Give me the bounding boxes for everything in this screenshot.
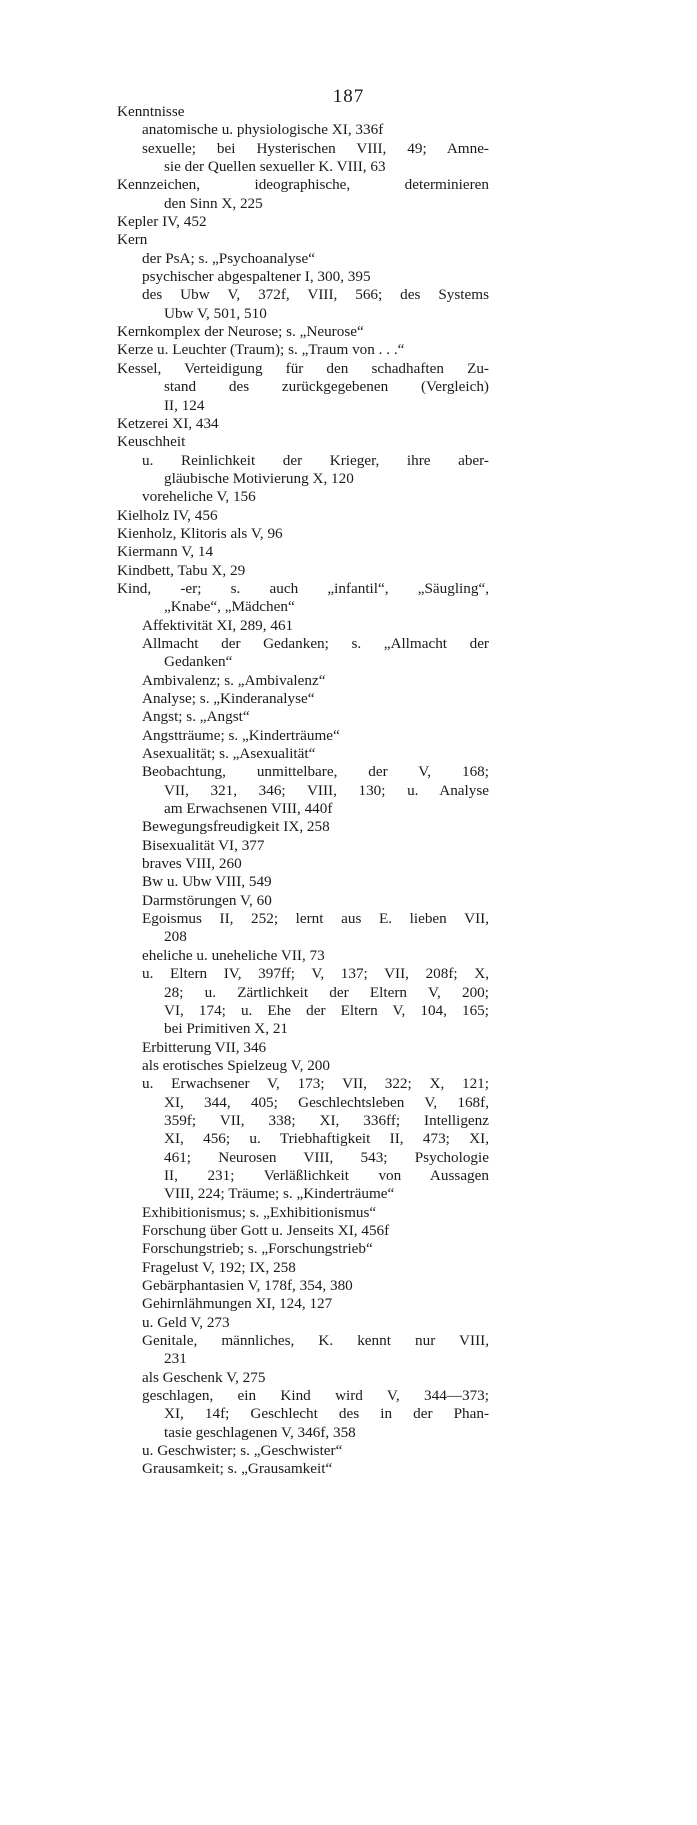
index-headword-line: Kielholz IV, 456 [117, 506, 218, 524]
index-subentry-line: sie der Quellen sexueller K. VIII, 63 [164, 158, 386, 176]
index-subentry-line: 28; u. Zärtlichkeit der Eltern V, 200; [164, 983, 489, 1001]
index-subentry-line: II, 124 [164, 396, 205, 414]
index-subentry-line: Allmacht der Gedanken; s. „Allmacht der [142, 634, 489, 652]
index-headword-line: Kiermann V, 14 [117, 543, 214, 561]
index-subentry-line: eheliche u. uneheliche VII, 73 [142, 946, 325, 964]
index-subentry-line: tasie geschlagenen V, 346f, 358 [164, 1423, 356, 1441]
index-subentry-line: sexuelle; bei Hysterischen VIII, 49; Amne- [142, 139, 489, 157]
index-subentry-line: Exhibitionismus; s. „Exhibitionismus“ [142, 1203, 377, 1221]
index-subentry-line: stand des zurückgegebenen (Vergleich) [164, 378, 489, 396]
index-subentry-line: XI, 344, 405; Geschlechtsleben V, 168f, [164, 1093, 489, 1111]
index-subentry-line: am Erwachsenen VIII, 440f [164, 800, 333, 818]
index-headword-line: Keuschheit [117, 433, 186, 451]
index-subentry-line: II, 231; Verläßlichkeit von Aussagen [164, 1166, 489, 1184]
index-subentry-line: VII, 321, 346; VIII, 130; u. Analyse [164, 781, 489, 799]
index-headword-line: Kienholz, Klitoris als V, 96 [117, 524, 283, 542]
index-subentry-line: u. Geld V, 273 [142, 1313, 230, 1331]
index-subentry-line: Affektivität XI, 289, 461 [142, 616, 294, 634]
index-subentry-line: Bisexualität VI, 377 [142, 836, 265, 854]
index-subentry-line: u. Geschwister; s. „Geschwister“ [142, 1442, 343, 1460]
index-subentry-line: als Geschenk V, 275 [142, 1368, 266, 1386]
index-subentry-line: Bewegungsfreudigkeit IX, 258 [142, 818, 330, 836]
index-subentry-line: gläubische Motivierung X, 120 [164, 469, 354, 487]
index-subentry-line: braves VIII, 260 [142, 855, 242, 873]
index-subentry-line: psychischer abgespaltener I, 300, 395 [142, 268, 371, 286]
index-subentry-line: als erotisches Spielzeug V, 200 [142, 1056, 330, 1074]
index-subentry-line: des Ubw V, 372f, VIII, 566; des Systems [142, 286, 489, 304]
index-subentry-line: Analyse; s. „Kinderanalyse“ [142, 690, 315, 707]
index-subentry-line: Gedanken“ [164, 653, 233, 671]
index-subentry-line: Gehirnlähmungen XI, 124, 127 [142, 1295, 333, 1313]
index-subentry-line: Genitale, männliches, K. kennt nur VIII, [142, 1332, 489, 1350]
index-subentry-line: Fragelust V, 192; IX, 258 [142, 1258, 296, 1276]
index-headword-line: Kennzeichen, ideographische, determinieren [117, 176, 489, 194]
index-subentry-line: u. Erwachsener V, 173; VII, 322; X, 121; [142, 1075, 489, 1093]
index-subentry-line: VI, 174; u. Ehe der Eltern V, 104, 165; [164, 1001, 489, 1019]
index-headword-line: Kenntnisse [117, 103, 185, 120]
index-subentry-line: anatomische u. physiologische XI, 336f [142, 121, 384, 139]
index-headword-line: Kepler IV, 452 [117, 213, 207, 231]
index-headword-line: Kern [117, 231, 148, 249]
index-subentry-line: Angst; s. „Angst“ [142, 708, 250, 726]
index-subentry-line: „Knabe“, „Mädchen“ [164, 598, 295, 616]
index-subentry-line: 461; Neurosen VIII, 543; Psychologie [164, 1148, 489, 1166]
index-subentry-line: XI, 14f; Geschlecht des in der Phan- [164, 1405, 489, 1423]
index-subentry-line: Beobachtung, unmittelbare, der V, 168; [142, 763, 489, 781]
index-headword-line: Ketzerei XI, 434 [117, 414, 219, 432]
index-subentry-line: Darmstörungen V, 60 [142, 891, 272, 909]
index-subentry-line: 208 [164, 928, 187, 946]
index-subentry-line: 231 [164, 1350, 187, 1368]
index-headword-line: Kerze u. Leuchter (Traum); s. „Traum von . . .“ [117, 341, 405, 359]
index-subentry-line: Gebärphantasien V, 178f, 354, 380 [142, 1277, 353, 1294]
index-subentry-line: Egoismus II, 252; lernt aus E. lieben VII, [142, 910, 489, 928]
index-subentry-line: u. Reinlichkeit der Krieger, ihre aber- [142, 451, 489, 469]
index-subentry-line: u. Eltern IV, 397ff; V, 137; VII, 208f; X, [142, 965, 489, 983]
index-subentry-line: Ubw V, 501, 510 [164, 304, 267, 322]
index-subentry-line: bei Primitiven X, 21 [164, 1020, 289, 1038]
index-subentry-line: 359f; VII, 338; XI, 336ff; Intelligenz [164, 1111, 489, 1129]
index-subentry-line: Ambivalenz; s. „Ambivalenz“ [142, 671, 326, 689]
index-subentry-line: Asexualität; s. „Asexualität“ [142, 745, 316, 763]
index-subentry-line: Forschungstrieb; s. „Forschungstrieb“ [142, 1240, 373, 1258]
index-headword-line: Kindbett, Tabu X, 29 [117, 561, 246, 579]
index-subentry-line: XI, 456; u. Triebhaftigkeit II, 473; XI, [164, 1130, 489, 1148]
index-subentry-line: geschlagen, ein Kind wird V, 344—373; [142, 1387, 489, 1405]
index-subentry-line: voreheliche V, 156 [142, 488, 256, 506]
index-entries [117, 103, 489, 1479]
index-subentry-line: Forschung über Gott u. Jenseits XI, 456f [142, 1221, 390, 1239]
index-subentry-line: VIII, 224; Träume; s. „Kinderträume“ [164, 1185, 395, 1203]
index-subentry-line: den Sinn X, 225 [164, 194, 263, 212]
index-headword-line: Kind, -er; s. auch „infantil“, „Säugling“, [117, 579, 489, 597]
index-subentry-line: Angstträume; s. „Kinderträume“ [142, 726, 340, 744]
page-number: 187 [332, 86, 365, 107]
index-subentry-line: Erbitterung VII, 346 [142, 1038, 267, 1056]
index-subentry-line: Bw u. Ubw VIII, 549 [142, 873, 272, 891]
index-headword-line: Kessel, Verteidigung für den schadhaften Zu- [117, 359, 489, 377]
index-subentry-line: Grausamkeit; s. „Grausamkeit“ [142, 1460, 333, 1478]
index-subentry-line: der PsA; s. „Psychoanalyse“ [142, 249, 315, 267]
index-headword-line: Kernkomplex der Neurose; s. „Neurose“ [117, 323, 364, 341]
